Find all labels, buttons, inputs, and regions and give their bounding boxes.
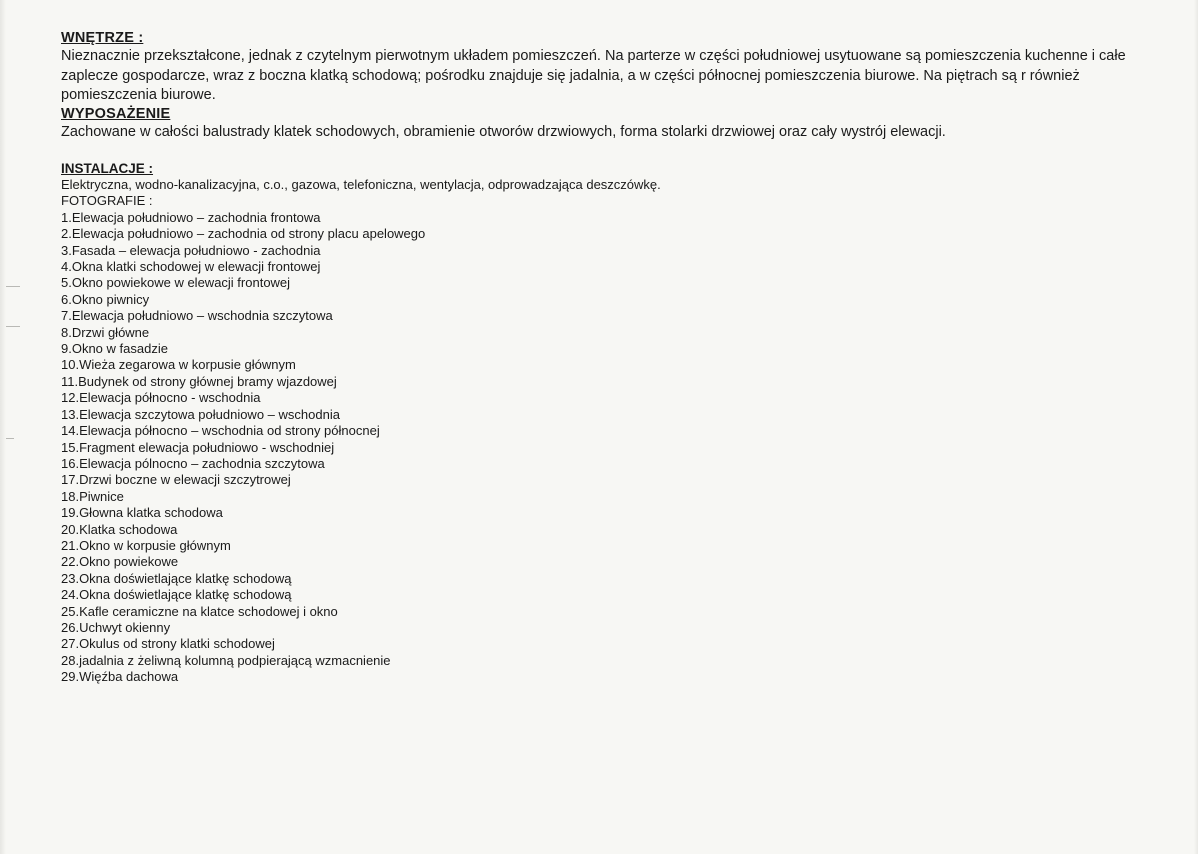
list-item: 8.Drzwi główne [61,324,150,340]
list-item: 21.Okno w korpusie głównym [61,537,231,553]
wyposazenie-text: Zachowane w całości balustrady klatek schodowych, obramienie otworów drzwiowych, forma stolarki drzwiowej oraz cały wystrój elewacji. [61,123,946,140]
wnetrze-heading: WNĘTRZE : [61,30,144,46]
list-item: 11.Budynek od strony głównej bramy wjazdowej [61,373,337,389]
list-item: 29.Więźba dachowa [61,669,179,685]
wyposazenie-heading: WYPOSAŻENIE [61,105,171,122]
list-item: 22.Okno powiekowe [61,554,179,570]
list-item: 17.Drzwi boczne w elewacji szczytrowej [61,472,291,488]
list-item: 23.Okna doświetlające klatkę schodową [61,570,292,586]
scan-mark [6,286,20,287]
list-item: 9.Okno w fasadzie [61,341,168,357]
scan-mark [6,326,20,327]
list-item: 3.Fasada – elewacja południowo - zachodnia [61,242,321,258]
scan-left-edge [0,0,6,854]
scan-mark [6,438,14,439]
list-item: 16.Elewacja pólnocno – zachodnia szczytowa [61,455,325,471]
list-item: 1.Elewacja południowo – zachodnia frontowa [61,209,321,225]
list-item: 2.Elewacja południowo – zachodnia od strony placu apelowego [61,226,426,242]
list-item: 5.Okno powiekowe w elewacji frontowej [61,275,291,291]
list-item: 20.Klatka schodowa [61,521,178,537]
fotografie-heading: FOTOGRAFIE : [61,193,153,209]
list-item: 12.Elewacja północno - wschodnia [61,390,261,406]
list-item: 7.Elewacja południowo – wschodnia szczytowa [61,308,333,324]
list-item: 13.Elewacja szczytowa południowo – wschodnia [61,406,340,422]
list-item: 24.Okna doświetlające klatkę schodową [61,587,292,603]
list-item: 4.Okna klatki schodowej w elewacji frontowej [61,259,321,275]
list-item: 28.jadalnia z żeliwną kolumną podpierającą wzmacnienie [61,652,391,668]
list-item: 19.Głowna klatka schodowa [61,505,223,521]
list-item: 15.Fragment elewacja południowo - wschodniej [61,439,335,455]
scan-right-edge [1194,0,1198,854]
fotografie-list [61,210,1141,686]
wnetrze-text: Nieznacznie przekształcone, jednak z czytelnym pierwotnym układem pomieszczeń. Na parterze w części południowej usytuowane są pomieszczenia kuchenne i całe zaplecze gospodarcze, wraz z boczna klatką schodową; pośrodku znajduje się jadalnia, a w części północnej pomieszczenia biurowe. Na piętrach są r również pomieszczenia biurowe. [61,48,1126,103]
list-item: 26.Uchwyt okienny [61,619,171,635]
list-item: 18.Piwnice [61,488,124,504]
document-body [61,30,1141,686]
list-item: 6.Okno piwnicy [61,291,150,307]
list-item: 14.Elewacja północno – wschodnia od strony północnej [61,423,380,439]
list-item: 25.Kafle ceramiczne na klatce schodowej i okno [61,603,338,619]
list-item: 27.Okulus od strony klatki schodowej [61,636,275,652]
list-item: 10.Wieża zegarowa w korpusie głównym [61,357,296,373]
instalacje-heading: INSTALACJE : [61,161,154,176]
section-gap [61,142,1141,160]
instalacje-text: Elektryczna, wodno-kanalizacyjna, c.o., gazowa, telefoniczna, wentylacja, odprowadzająca deszczówkę. [61,177,661,192]
